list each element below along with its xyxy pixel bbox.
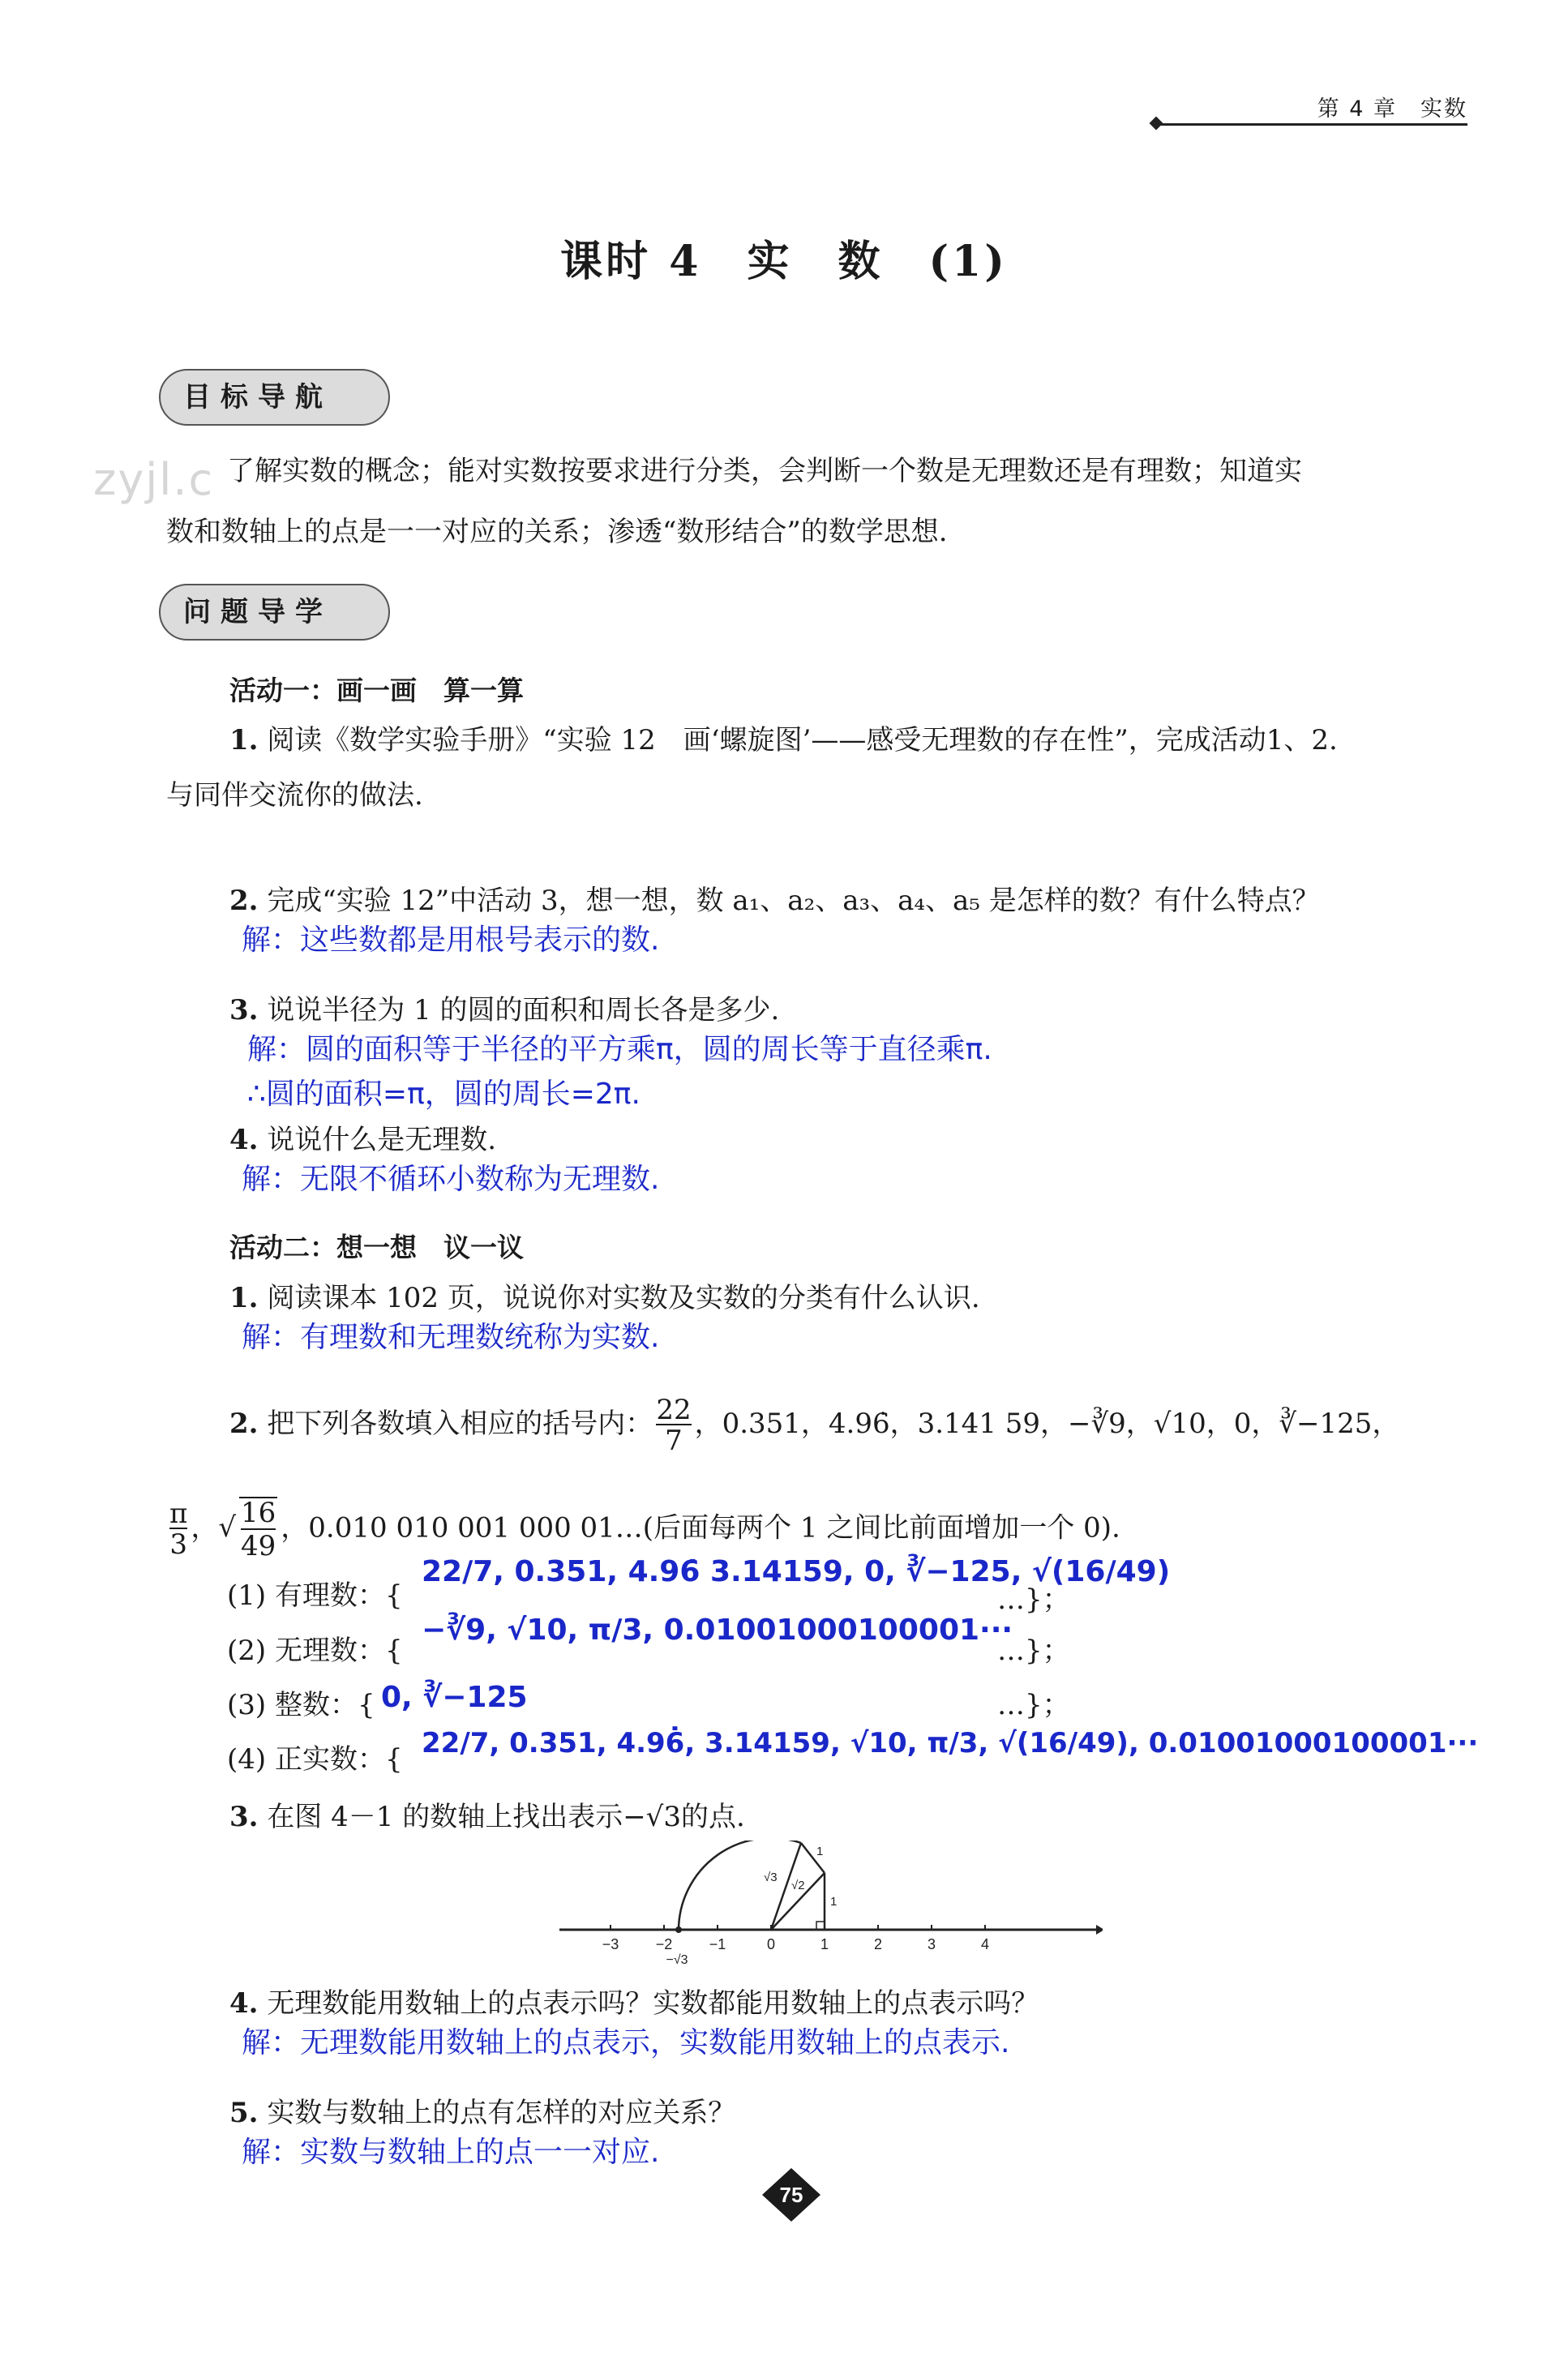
number-line-figure [551, 1841, 1103, 1978]
a1-q3-text: 说说半径为 1 的圆的面积和周长各是多少. [267, 994, 780, 1026]
chapter-title: 第 4 章 实数 [1317, 96, 1467, 122]
a2-q4-answer: 解：无理数能用数轴上的点表示，实数能用数轴上的点表示. [242, 2026, 1010, 2059]
problems-badge: 问题导学 [159, 584, 390, 641]
tick-label: 2 [873, 1936, 883, 1952]
a2-q2-num: 2. [229, 1408, 259, 1440]
a2-q2 [229, 1396, 1494, 1455]
page-number: 75 [779, 2183, 803, 2207]
sqrt2-label: √2 [791, 1879, 805, 1892]
sqrt-16-49: √ $\frac{16}{49}$ [218, 1497, 276, 1563]
a1-q1-text: 阅读《数学实验手册》“实验 12 画‘螺旋图’——感受无理数的存在性”，完成活动1、2. [267, 724, 1338, 756]
class3-answer: 0, ∛−125 [381, 1681, 528, 1714]
class1-close: …}； [997, 1583, 1070, 1616]
a1-q4-answer: 解：无限不循环小数称为无理数. [242, 1163, 660, 1196]
one-label: 1 [830, 1895, 838, 1909]
neg-sqrt3-point [675, 1926, 682, 1933]
activity2-heading: 活动二：想一想 议一议 [229, 1232, 524, 1263]
goals-text-line1: 了解实数的概念；能对实数按要求进行分类，会判断一个数是无理数还是有理数；知道实 [227, 455, 1302, 487]
class1-label: (1) 有理数：{ [227, 1579, 403, 1612]
a2-q1-num: 1. [229, 1282, 259, 1314]
a1-q3-answer1: 解：圆的面积等于半径的平方乘π，圆的周长等于直径乘π. [247, 1033, 992, 1066]
goals-text-line2: 数和数轴上的点是一一对应的关系；渗透“数形结合”的数学思想. [166, 516, 948, 548]
a2-q3 [229, 1792, 745, 1842]
class3-close: …}； [997, 1689, 1070, 1721]
a1-q2-num: 2. [229, 885, 259, 917]
header-rule [1156, 123, 1467, 126]
a1-q1-num: 1. [229, 724, 259, 756]
activity1-heading: 活动一：画一画 算一算 [229, 675, 524, 706]
lesson-title: 课时 4 实 数 (1) [560, 237, 1008, 286]
fraction-22-7: $\frac{22}{7}$ [656, 1394, 692, 1457]
a2-q2-list: ，0.351，4.96̇，3.141 59，−∛9，√10，0，∛−125， [694, 1408, 1400, 1440]
class2-answer: −∛9, √10, π/3, 0.01001000100001··· [422, 1613, 1013, 1647]
a1-q3-answer2: ∴圆的面积=π，圆的周长=2π. [247, 1078, 640, 1111]
class1-answer: 22/7, 0.351, 4.96̇ 3.14159, 0, ∛−125, √(16/49) [422, 1555, 1171, 1588]
page-number-badge [760, 2166, 822, 2223]
a2-q5-answer: 解：实数与数轴上的点一一对应. [242, 2136, 660, 2169]
a2-q2-prefix: 把下列各数填入相应的括号内： [267, 1408, 653, 1440]
a2-q3-num: 3. [229, 1801, 259, 1833]
goals-badge: 目标导航 [159, 369, 390, 426]
a2-q1-text: 阅读课本 102 页，说说你对实数及实数的分类有什么认识. [267, 1282, 980, 1314]
a1-q3-num: 3. [229, 994, 259, 1026]
tick-label: 3 [927, 1936, 936, 1952]
tick-label: 1 [820, 1936, 829, 1952]
class4-label: (4) 正实数：{ [227, 1743, 403, 1776]
a1-q4-text: 说说什么是无理数. [267, 1124, 497, 1156]
a2-q4-text: 无理数能用数轴上的点表示吗？实数都能用数轴上的点表示吗？ [267, 1987, 1039, 2020]
class3-label: (3) 整数：{ [227, 1689, 375, 1721]
a2-q5-text: 实数与数轴上的点有怎样的对应关系？ [267, 2097, 736, 2129]
axis-arrow-icon [1096, 1925, 1103, 1935]
tick-label: −3 [602, 1936, 619, 1952]
a2-q1-answer: 解：有理数和无理数统称为实数. [242, 1321, 660, 1354]
a2-q2-tail: ，0.010 010 001 000 01…(后面每两个 1 之间比前面增加一个 0). [281, 1511, 1120, 1545]
class2-label: (2) 无理数：{ [227, 1635, 403, 1667]
sqrt3-label: √3 [764, 1871, 778, 1884]
class4-answer: 22/7, 0.351, 4.96̇, 3.14159, √10, π/3, √(16/49), 0.01001000100001··· [422, 1727, 1479, 1759]
a1-q1 [229, 715, 1486, 765]
a1-q2-answer: 解：这些数都是用根号表示的数. [242, 924, 660, 957]
a2-q5-num: 5. [229, 2097, 259, 2129]
one-label: 1 [816, 1845, 824, 1858]
neg-sqrt3-label: −√3 [666, 1953, 688, 1967]
tick-label: 0 [766, 1936, 776, 1952]
fraction-pi-3: $\frac{\pi}{3}$ [169, 1498, 188, 1562]
tick-label: 4 [980, 1936, 990, 1952]
watermark: zyjl.c [93, 454, 215, 505]
class2-close: …}； [997, 1635, 1070, 1667]
a2-q2-line2: $\frac{\pi}{3}$ ，√ $\frac{16}{49}$ ，0.010 010 001 000 01…(后面每两个 1 之间比前面增加一个 0). [169, 1497, 1120, 1563]
chapter-header [1151, 91, 1467, 131]
a1-q2-text: 完成“实验 12”中活动 3，想一想，数 a₁、a₂、a₃、a₄、a₅ 是怎样的数？有什么特点？ [267, 885, 1320, 917]
a2-q3-text: 在图 4－1 的数轴上找出表示−√3的点. [267, 1801, 745, 1833]
a2-q4-num: 4. [229, 1987, 259, 2020]
tick-label: −1 [709, 1936, 726, 1952]
a1-q4-num: 4. [229, 1124, 259, 1156]
tick-label: −2 [655, 1936, 673, 1952]
diamond-icon [1150, 117, 1163, 131]
a1-q1-line2: 与同伴交流你的做法. [166, 779, 423, 812]
